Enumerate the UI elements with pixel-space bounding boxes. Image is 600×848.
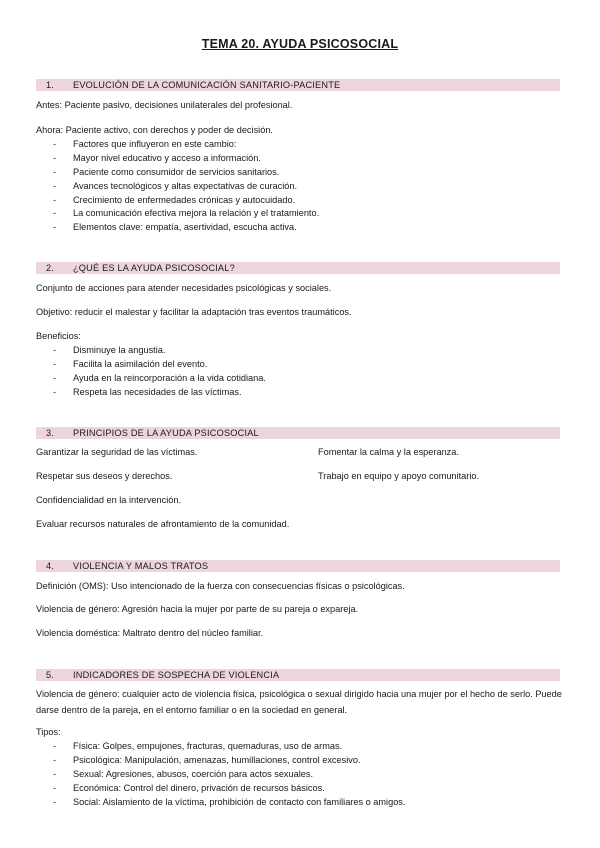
bullet-dash: - <box>53 208 57 218</box>
section-heading: EVOLUCIÓN DE LA COMUNICACIÓN SANITARIO-PACIENTE <box>73 80 341 90</box>
section-number: 3. <box>46 428 55 438</box>
bullet-dash: - <box>53 755 57 765</box>
bullet-dash: - <box>53 387 57 397</box>
principle-item: Respetar sus deseos y derechos. <box>36 471 173 481</box>
principle-item: Fomentar la calma y la esperanza. <box>318 447 459 457</box>
list-item-text: Elementos clave: empatía, asertividad, escucha activa. <box>73 222 297 232</box>
list-item-text: Crecimiento de enfermedades crónicas y autocuidado. <box>73 195 296 205</box>
paragraph: Violencia de género: Agresión hacia la mujer por parte de su pareja o expareja. <box>36 604 359 614</box>
list-item-text: Física: Golpes, empujones, fracturas, quemaduras, uso de armas. <box>73 741 343 751</box>
list-item <box>53 740 343 752</box>
paragraph: Beneficios: <box>36 331 81 341</box>
principle-item: Evaluar recursos naturales de afrontamiento de la comunidad. <box>36 519 290 529</box>
bullet-dash: - <box>53 797 57 807</box>
section-number: 1. <box>46 80 55 90</box>
list-item-text: Respeta las necesidades de las víctimas. <box>73 387 242 397</box>
paragraph: Antes: Paciente pasivo, decisiones unilaterales del profesional. <box>36 100 293 110</box>
list-item <box>53 386 242 398</box>
section-4-header <box>36 560 560 572</box>
paragraph: Definición (OMS): Uso intencionado de la fuerza con consecuencias físicas o psicológicas. <box>36 581 405 591</box>
list-item <box>53 194 296 206</box>
list-item <box>53 754 361 766</box>
list-item <box>53 358 208 370</box>
bullet-dash: - <box>53 359 57 369</box>
section-heading: VIOLENCIA Y MALOS TRATOS <box>73 561 209 571</box>
bullet-dash: - <box>53 167 57 177</box>
paragraph: Objetivo: reducir el malestar y facilitar la adaptación tras eventos traumáticos. <box>36 307 352 317</box>
section-heading: PRINCIPIOS DE LA AYUDA PSICOSOCIAL <box>73 428 259 438</box>
bullet-dash: - <box>53 195 57 205</box>
list-item-text: Factores que influyeron en este cambio: <box>73 139 237 149</box>
bullet-dash: - <box>53 741 57 751</box>
principle-item: Garantizar la seguridad de las víctimas. <box>36 447 198 457</box>
bullet-dash: - <box>53 345 57 355</box>
list-item <box>53 152 261 164</box>
list-item-text: Sexual: Agresiones, abusos, coerción para actos sexuales. <box>73 769 314 779</box>
list-item <box>53 782 325 794</box>
list-item-text: Económica: Control del dinero, privación de recursos básicos. <box>73 783 325 793</box>
principle-item: Confidencialidad en la intervención. <box>36 495 182 505</box>
bullet-dash: - <box>53 181 57 191</box>
bullet-dash: - <box>53 783 57 793</box>
list-item-text: Facilita la asimilación del evento. <box>73 359 208 369</box>
list-item-text: Psicológica: Manipulación, amenazas, humillaciones, control excesivo. <box>73 755 361 765</box>
page-title: TEMA 20. AYUDA PSICOSOCIAL <box>201 37 399 51</box>
section-5-header <box>36 669 560 681</box>
list-item <box>53 768 314 780</box>
section-3-header <box>36 427 560 439</box>
list-item <box>53 138 237 150</box>
paragraph: Conjunto de acciones para atender necesidades psicológicas y sociales. <box>36 283 332 293</box>
section-2-header <box>36 262 560 274</box>
bullet-dash: - <box>53 153 57 163</box>
principle-item: Trabajo en equipo y apoyo comunitario. <box>318 471 480 481</box>
bullet-dash: - <box>53 222 57 232</box>
section-number: 4. <box>46 561 55 571</box>
list-item <box>53 221 297 233</box>
list-item <box>53 180 298 192</box>
list-item-text: Social: Aislamiento de la víctima, prohibición de contacto con familiares o amigos. <box>73 797 406 807</box>
section-heading: INDICADORES DE SOSPECHA DE VIOLENCIA <box>73 670 280 680</box>
paragraph: Violencia de género: cualquier acto de violencia física, psicológica o sexual dirigido hacia una mujer por el hecho de serlo. Puede darse dentro de la pareja, en el entorno familiar o en la sociedad en general. <box>36 689 562 715</box>
bullet-dash: - <box>53 139 57 149</box>
paragraph: Violencia doméstica: Maltrato dentro del núcleo familiar. <box>36 628 264 638</box>
paragraph: Tipos: <box>36 727 61 737</box>
bullet-dash: - <box>53 769 57 779</box>
section-number: 5. <box>46 670 55 680</box>
list-item-text: Mayor nivel educativo y acceso a información. <box>73 153 261 163</box>
list-item-text: Avances tecnológicos y altas expectativas de curación. <box>73 181 298 191</box>
section-1-header <box>36 79 560 91</box>
list-item <box>53 207 320 219</box>
list-item-text: La comunicación efectiva mejora la relación y el tratamiento. <box>73 208 320 218</box>
section-heading: ¿QUÉ ES LA AYUDA PSICOSOCIAL? <box>73 263 235 273</box>
list-item-text: Paciente como consumidor de servicios sanitarios. <box>73 167 280 177</box>
list-item <box>53 372 266 384</box>
list-item-text: Ayuda en la reincorporación a la vida cotidiana. <box>73 373 266 383</box>
list-item <box>53 344 166 356</box>
section-number: 2. <box>46 263 55 273</box>
paragraph: Ahora: Paciente activo, con derechos y poder de decisión. <box>36 125 273 135</box>
list-item <box>53 796 406 808</box>
list-item <box>53 166 280 178</box>
bullet-dash: - <box>53 373 57 383</box>
list-item-text: Disminuye la angustia. <box>73 345 166 355</box>
